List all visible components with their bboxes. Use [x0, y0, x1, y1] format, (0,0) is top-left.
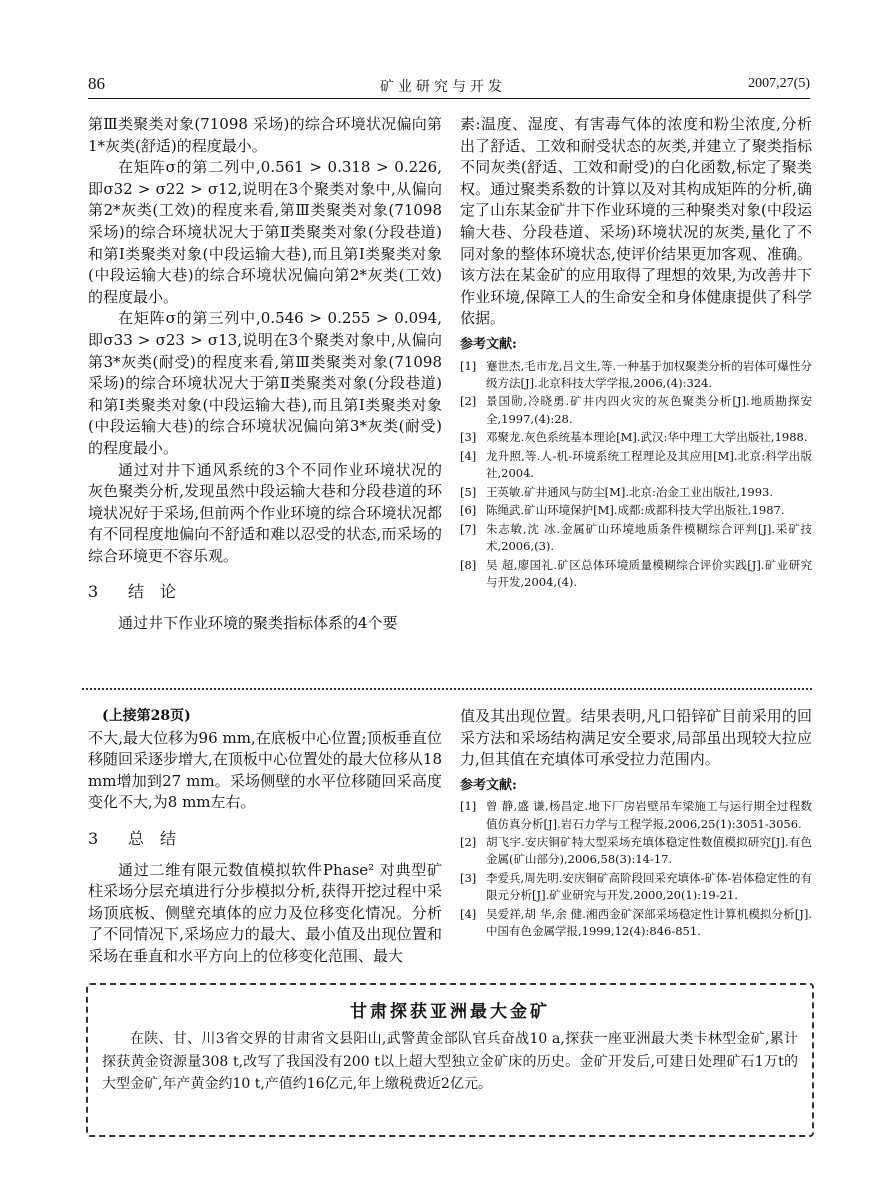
paragraph: 通过二维有限元数值模拟软件Phase² 对典型矿柱采场分层充填进行分步模拟分析,获得开挖过程中采场顶底板、侧壁充填体的应力及位移变化情况。分析了不同情况下,采场应力的最大、最小值及出现位置和采场在垂直和水平方向上的位移变化范围、最大	[88, 860, 442, 965]
reference-item	[460, 484, 812, 501]
reference-number: [1]	[460, 358, 477, 373]
reference-number: [8]	[460, 557, 477, 572]
reference-item	[460, 557, 812, 591]
reference-number: [4]	[460, 906, 477, 921]
issue-info: 2007,27(5)	[748, 76, 810, 91]
reference-list	[460, 358, 812, 591]
paragraph: 值及其出现位置。结果表明,凡口铅锌矿目前采用的回采方法和采场结构满足安全要求,局部虽出现较大拉应力,但其值在充填体可承受拉力范围内。	[460, 707, 812, 769]
reference-number: [6]	[460, 503, 477, 518]
reference-text: 李爱兵,周先明.安庆铜矿高阶段回采充填体-矿体-岩体稳定性的有限元分析[J].矿业研究与开发,2000,20(1):19-21.	[486, 870, 812, 903]
paragraph: 在矩阵σ的第二列中,0.561 > 0.318 > 0.226,即σ32 > σ22 > σ12,说明在3个聚类对象中,从偏向第2*灰类(工效)的程度来看,第Ⅲ类聚类对象(71098 采场)的综合环境状况大于第Ⅱ类聚类对象(分段巷道)和第Ⅰ类聚类对象(中段运输大巷),而且第Ⅰ类聚类对象(中段运输大巷)的综合环境状况偏向第2*灰类(工效)的程度最小。	[88, 158, 442, 306]
reference-text: 陈绳武.矿山环境保护[M].成都:成都科技大学出版社,1987.	[486, 503, 785, 518]
article-top-left-column	[88, 114, 442, 635]
reference-text: 朱志敏,沈 冰.金属矿山环境地质条件模糊综合评判[J].采矿技术,2006,(3).	[486, 521, 812, 553]
reference-number: [5]	[460, 484, 477, 499]
paragraph: 第Ⅲ类聚类对象(71098 采场)的综合环境状况偏向第1*灰类(舒适)的程度最小。	[88, 115, 442, 155]
reference-item	[460, 393, 812, 427]
reference-number: [3]	[460, 430, 477, 445]
reference-number: [1]	[460, 799, 477, 814]
reference-number: [4]	[460, 448, 477, 463]
reference-list	[460, 798, 812, 940]
news-title: 甘肃探获亚洲最大金矿	[350, 1002, 550, 1022]
reference-number: [7]	[460, 521, 477, 536]
article-bottom-left-column	[88, 706, 442, 968]
reference-item	[460, 521, 812, 555]
reference-item	[460, 906, 812, 940]
reference-text: 景国勋,冷晓勇.矿井内四火灾的灰色聚类分析[J].地质勘探安全,1997,(4):28.	[486, 394, 812, 426]
paragraph: 不大,最大位移为96 mm,在底板中心位置;顶板垂直位移随回采逐步增大,在顶板中心位置处的最大位移从18 mm增加到27 mm。采场侧壁的水平位移随回采高度变化不大,为8 mm左右。	[88, 728, 442, 812]
paragraph: 素:温度、湿度、有害毒气体的浓度和粉尘浓度,分析出了舒适、工效和耐受状态的灰类,并建立了聚类指标不同灰类(舒适、工效和耐受)的白化函数,标定了聚类权。通过聚类系数的计算以及对其构成矩阵的分析,确定了山东某金矿井下作业环境的三种聚类对象(中段运输大巷、分段巷道、采场)环境状况的灰类,量化了不同对象的整体环境状态,使评价结果更加客观、准确。该方法在某金矿的应用取得了理想的效果,为改善井下作业环境,保障工人的生命安全和身体健康提供了科学依据。	[460, 115, 812, 328]
paragraph: 在矩阵σ的第三列中,0.546 > 0.255 > 0.094,即σ33 > σ23 > σ13,说明在3个聚类对象中,从偏向第3*灰类(耐受)的程度来看,第Ⅲ类聚类对象(71098 采场)的综合环境状况大于第Ⅱ类聚类对象(分段巷道)和第Ⅰ类聚类对象(中段运输大巷),而且第Ⅰ类聚类对象(中段运输大巷)的综合环境状况偏向第3*灰类(耐受)的程度最小。	[88, 309, 442, 457]
paragraph: 通过井下作业环境的聚类指标体系的4个要	[118, 614, 398, 633]
journal-name: 矿业研究与开发	[380, 79, 506, 95]
reference-item	[460, 834, 812, 868]
reference-item	[460, 429, 812, 446]
news-box	[86, 983, 814, 1137]
reference-number: [2]	[460, 835, 477, 850]
article-top-right-column	[460, 114, 812, 592]
reference-text: 吴 超,廖国礼.矿区总体环境质量模糊综合评价实践[J].矿业研究与开发,2004,(4).	[486, 557, 812, 589]
news-body: 在陕、甘、川3省交界的甘肃省文县阳山,武警黄金部队官兵奋战10 a,探获一座亚洲最大类卡林型金矿,累计探获黄金资源量308 t,改写了我国没有200 t以上超大型独立金矿床的历史。金矿开发后,可建日处理矿石1万t的大型金矿,年产黄金约10 t,产值约16亿元,年上缴税费近2亿元。	[102, 1031, 798, 1092]
reference-text: 王英敏.矿井通风与防尘[M].北京:冶金工业出版社,1993.	[486, 484, 774, 499]
reference-text: 胡飞宇.安庆铜矿特大型采场充填体稳定性数值模拟研究[J].有色金属(矿山部分),2006,58(3):14-17.	[486, 835, 812, 867]
paragraph: 通过对井下通风系统的3个不同作业环境状况的灰色聚类分析,发现虽然中段运输大巷和分段巷道的环境状况好于采场,但前两个作业环境的综合环境状况都有不同程度地偏向不舒适和难以忍受的状态,而采场的综合环境更不容乐观。	[88, 460, 442, 565]
reference-item	[460, 870, 812, 904]
reference-text: 蹇世杰,毛市龙,吕文生,等.一种基于加权聚类分析的岩体可爆性分级方法[J].北京科技大学学报,2006,(4):324.	[486, 358, 812, 390]
section-heading-summary: 3 总 结	[88, 828, 177, 848]
reference-text: 邓聚龙.灰色系统基本理论[M].武汉:华中理工大学出版社,1988.	[486, 430, 808, 445]
reference-item	[460, 798, 812, 832]
reference-number: [3]	[460, 870, 477, 885]
reference-text: 吴爱祥,胡 华,余 健.湘西金矿深部采场稳定性计算机模拟分析[J].中国有色金属学报,1999,12(4):846-851.	[486, 906, 812, 938]
reference-item	[460, 358, 812, 392]
reference-text: 龙升照,等.人-机-环境系统工程理论及其应用[M].北京:科学出版社,2004.	[486, 448, 812, 480]
article-bottom-right-column	[460, 706, 812, 942]
continued-note: (上接第28页)	[102, 708, 191, 724]
reference-item	[460, 502, 812, 519]
reference-text: 曾 静,盛 谦,杨昌定.地下厂房岩壁吊车梁施工与运行期全过程数值仿真分析[J].岩石力学与工程学报,2006,25(1):3051-3056.	[486, 799, 812, 831]
article-divider	[82, 688, 812, 690]
references-title: 参考文献:	[460, 777, 517, 793]
page-number: 86	[88, 74, 105, 93]
reference-number: [2]	[460, 394, 477, 409]
section-heading-conclusion: 3 结 论	[88, 582, 177, 602]
reference-item	[460, 448, 812, 482]
references-title: 参考文献:	[460, 336, 517, 352]
header-rule	[88, 98, 810, 99]
